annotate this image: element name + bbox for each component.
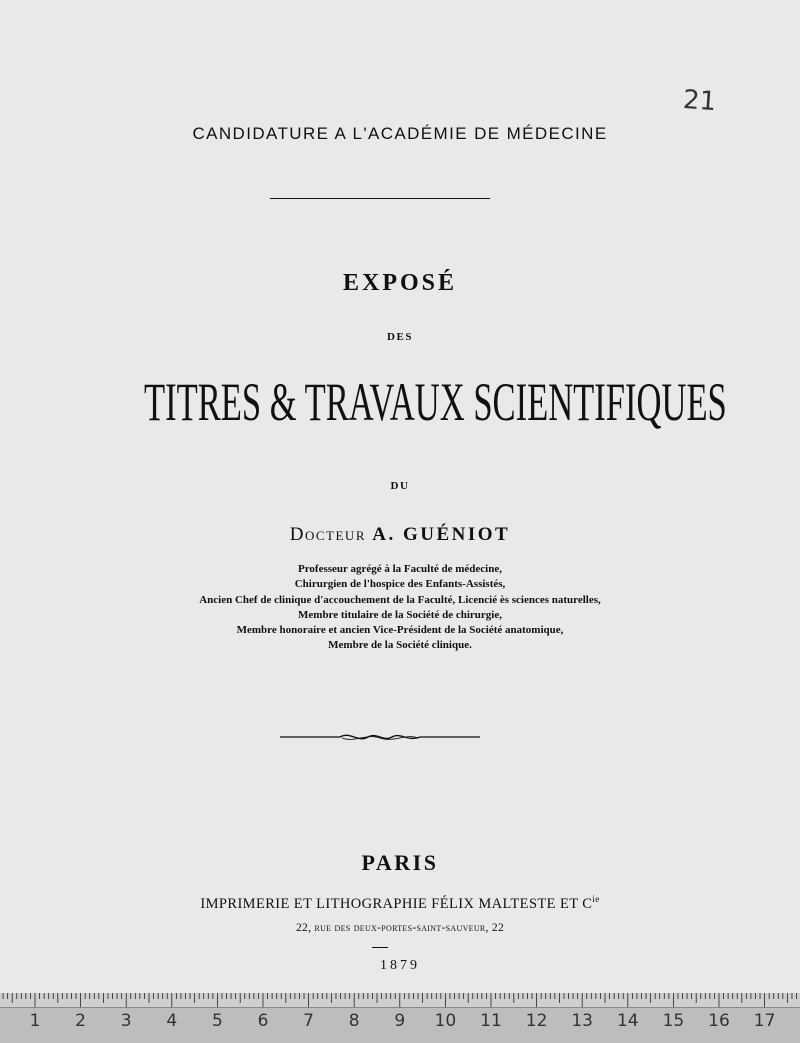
qualification-line: Professeur agrégé à la Faculté de médecine, — [298, 563, 502, 575]
ruler-number: 2 — [75, 1011, 86, 1031]
ruler-number: 10 — [434, 1011, 457, 1031]
ruler-number: 3 — [120, 1011, 132, 1031]
ruler-number: 13 — [571, 1011, 593, 1031]
ruler-number: 7 — [303, 1011, 314, 1031]
candidature-heading: CANDIDATURE A L'ACADÉMIE DE MÉDECINE — [192, 124, 608, 143]
small-rule — [372, 947, 388, 948]
measuring-ruler — [0, 993, 800, 1043]
ruler-number: 1 — [29, 1011, 41, 1031]
ruler-number: 12 — [525, 1011, 548, 1031]
du-word: DU — [390, 480, 410, 492]
qualifications-list — [0, 562, 800, 654]
ruler-number: 17 — [753, 1011, 776, 1031]
qualification-line: Membre de la Société clinique. — [328, 639, 472, 652]
expose-title: EXPOSÉ — [342, 270, 458, 296]
top-rule — [270, 198, 490, 199]
main-title: TITRES & TRAVAUX SCIENTIFIQUES — [144, 372, 727, 432]
imprint-city: PARIS — [361, 850, 439, 875]
printer-suffix: ie — [592, 894, 600, 904]
qualification-line: Chirurgien de l'hospice des Enfants-Assistés, — [294, 578, 506, 591]
author-prefix: Docteur — [289, 524, 366, 545]
imprint-printer — [0, 894, 800, 913]
ruler-number: 11 — [480, 1011, 502, 1031]
ruler-number: 8 — [348, 1011, 360, 1031]
qualification-line: Membre honoraire et ancien Vice-Président de la Société anatomique, — [236, 624, 564, 637]
ruler-number: 15 — [662, 1011, 685, 1031]
imprint-year: 1879 — [380, 958, 420, 973]
qualification-line: Membre titulaire de la Société de chirurgie, — [298, 608, 502, 621]
address-number-2: 22 — [491, 922, 505, 934]
ruler-ticks — [0, 993, 800, 1008]
ruler-number: 5 — [211, 1011, 223, 1031]
qualification-line: Ancien Chef de clinique d'accouchement de la Faculté, Licencié ès sciences naturelles, — [199, 593, 601, 606]
ruler-number: 9 — [394, 1011, 406, 1031]
archive-number: 21 — [681, 84, 718, 118]
author-line — [0, 524, 800, 546]
address-street: rue des deux-portes-saint-sauveur, — [314, 922, 489, 934]
ruler-number: 16 — [708, 1011, 730, 1031]
imprint-address — [0, 922, 800, 934]
ruler-number: 4 — [166, 1011, 178, 1031]
ruler-number: 14 — [616, 1011, 639, 1031]
ruler-number: 6 — [257, 1011, 269, 1031]
address-number: 22, — [295, 922, 312, 934]
author-name: A. GUÉNIOT — [372, 524, 511, 545]
ornament-divider — [280, 729, 480, 745]
printer-name: IMPRIMERIE ET LITHOGRAPHIE FÉLIX MALTESTE ET C — [200, 895, 593, 912]
des-word: DES — [387, 331, 413, 343]
